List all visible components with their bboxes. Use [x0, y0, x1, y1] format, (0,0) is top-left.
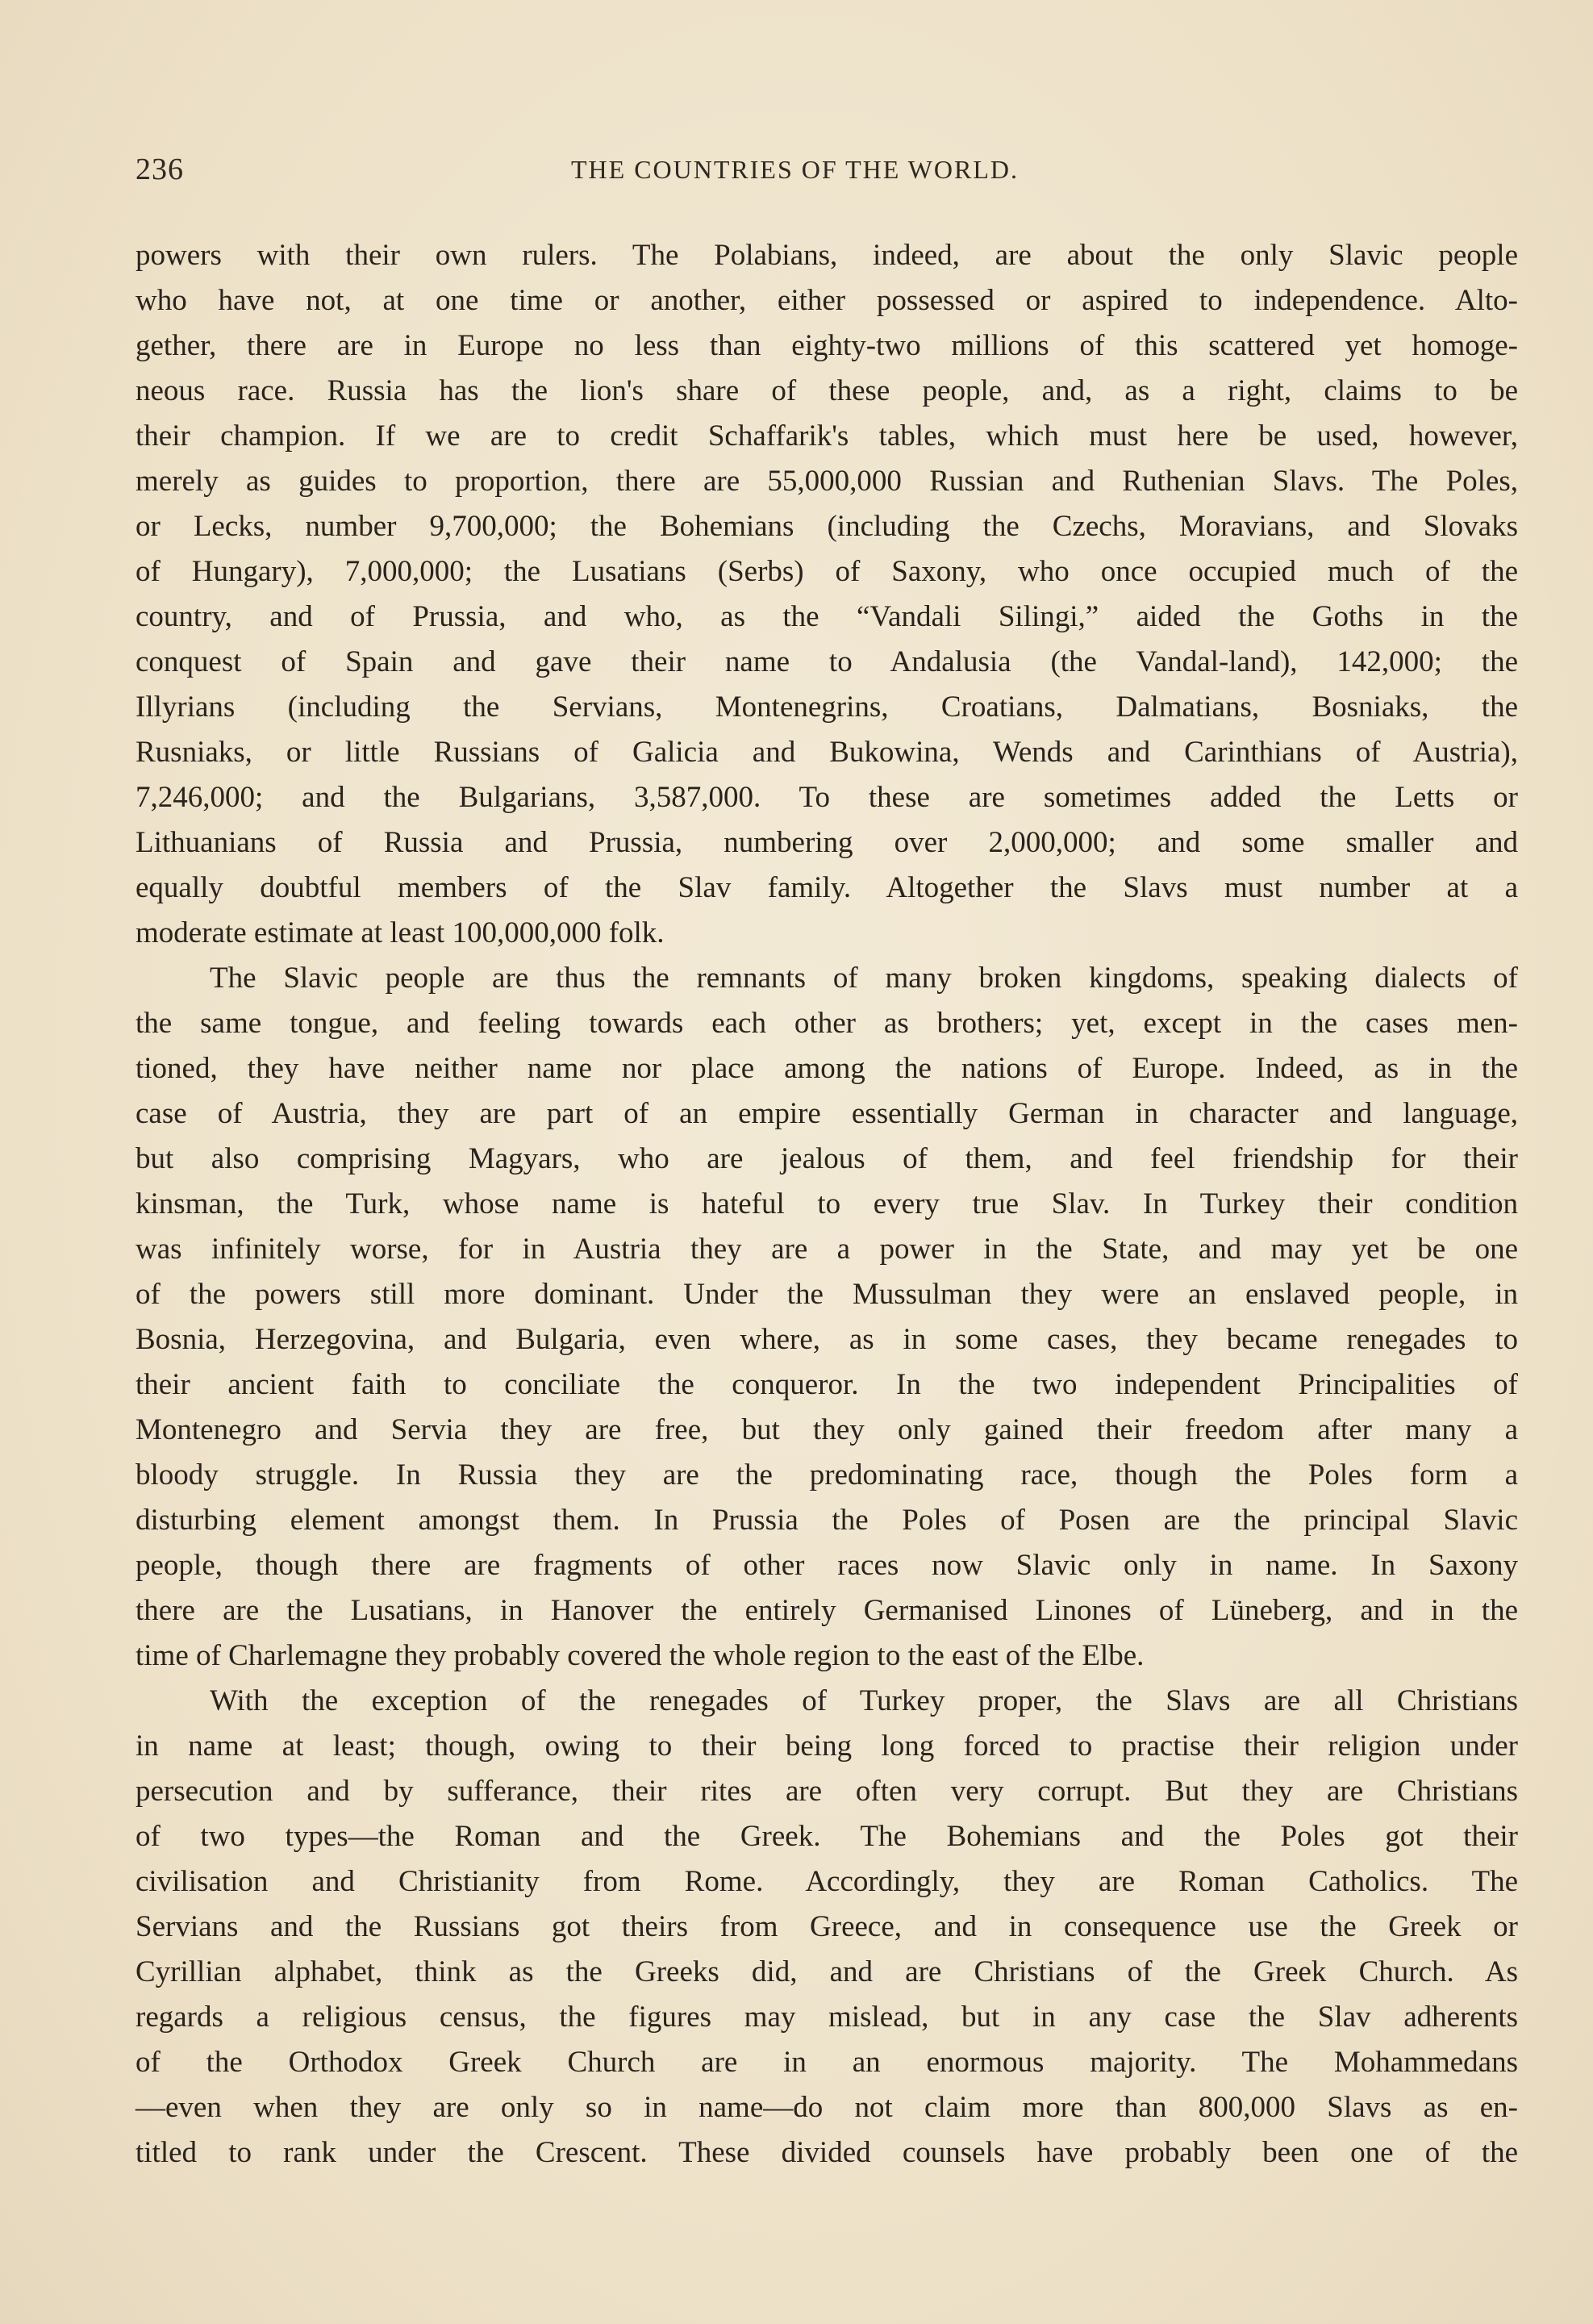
text-line: conquest of Spain and gave their name to Andalusia (the Vandal-land), 142,000; the — [136, 645, 1518, 678]
text-line: Rusniaks, or little Russians of Galicia and Bukowina, Wends and Carinthians of Austria), — [136, 736, 1518, 769]
page-number: 236 — [136, 152, 184, 186]
text-line: gether, there are in Europe no less than eighty-two millions of this scattered yet homoge- — [136, 329, 1518, 362]
text-line: neous race. Russia has the lion's share of these people, and, as a right, claims to be — [136, 374, 1518, 407]
text-line: regards a religious census, the figures may mislead, but in any case the Slav adherents — [136, 2001, 1518, 2034]
text-line: equally doubtful members of the Slav family. Altogether the Slavs must number at a — [136, 871, 1518, 904]
text-line: —even when they are only so in name—do not claim more than 800,000 Slavs as en- — [136, 2091, 1518, 2124]
text-line: who have not, at one time or another, either possessed or aspired to independence. Alto- — [136, 284, 1518, 317]
text-line: powers with their own rulers. The Polabians, indeed, are about the only Slavic people — [136, 239, 1518, 272]
text-line: 7,246,000; and the Bulgarians, 3,587,000. To these are sometimes added the Letts or — [136, 781, 1518, 814]
text-line: persecution and by sufferance, their rites are often very corrupt. But they are Christians — [136, 1775, 1518, 1808]
paragraph-first-line: With the exception of the renegades of Turkey proper, the Slavs are all Christians — [210, 1684, 1518, 1717]
text-line: or Lecks, number 9,700,000; the Bohemians (including the Czechs, Moravians, and Slovaks — [136, 510, 1518, 543]
text-line: Illyrians (including the Servians, Montenegrins, Croatians, Dalmatians, Bosniaks, the — [136, 691, 1518, 724]
text-line: Montenegro and Servia they are free, but they only gained their freedom after many a — [136, 1413, 1518, 1446]
text-line: of two types—the Roman and the Greek. The Bohemians and the Poles got their — [136, 1820, 1518, 1853]
text-line: civilisation and Christianity from Rome. Accordingly, they are Roman Catholics. The — [136, 1865, 1518, 1898]
paragraph-first-line: The Slavic people are thus the remnants of many broken kingdoms, speaking dialects of — [210, 962, 1518, 995]
text-line: kinsman, the Turk, whose name is hateful to every true Slav. In Turkey their condition — [136, 1187, 1518, 1220]
text-line: their ancient faith to conciliate the conqueror. In the two independent Principalities of — [136, 1368, 1518, 1401]
paragraph-last-line: moderate estimate at least 100,000,000 folk. — [136, 916, 665, 949]
text-line: disturbing element amongst them. In Prussia the Poles of Posen are the principal Slavic — [136, 1504, 1518, 1537]
text-line: merely as guides to proportion, there are 55,000,000 Russian and Ruthenian Slavs. The Poles, — [136, 465, 1518, 498]
text-line: of Hungary), 7,000,000; the Lusatians (Serbs) of Saxony, who once occupied much of the — [136, 555, 1518, 588]
text-line: was infinitely worse, for in Austria they are a power in the State, and may yet be one — [136, 1233, 1518, 1266]
text-line: Bosnia, Herzegovina, and Bulgaria, even where, as in some cases, they became renegades to — [136, 1323, 1518, 1356]
text-line: tioned, they have neither name nor place among the nations of Europe. Indeed, as in the — [136, 1052, 1518, 1085]
text-line: people, though there are fragments of other races now Slavic only in name. In Saxony — [136, 1549, 1518, 1582]
body-text — [136, 233, 1518, 2176]
text-line: Lithuanians of Russia and Prussia, numbering over 2,000,000; and some smaller and — [136, 826, 1518, 859]
text-line: country, and of Prussia, and who, as the “Vandali Silingi,” aided the Goths in the — [136, 600, 1518, 633]
text-line: but also comprising Magyars, who are jealous of them, and feel friendship for their — [136, 1142, 1518, 1175]
paragraph-last-line: time of Charlemagne they probably covered the whole region to the east of the Elbe. — [136, 1639, 1145, 1672]
text-line: Servians and the Russians got theirs from Greece, and in consequence use the Greek or — [136, 1910, 1518, 1943]
text-line: in name at least; though, owing to their being long forced to practise their religion under — [136, 1729, 1518, 1763]
text-line: Cyrillian alphabet, think as the Greeks did, and are Christians of the Greek Church. As — [136, 1955, 1518, 1988]
text-line: bloody struggle. In Russia they are the predominating race, though the Poles form a — [136, 1458, 1518, 1492]
running-header — [136, 152, 1518, 190]
text-line: the same tongue, and feeling towards each other as brothers; yet, except in the cases men- — [136, 1007, 1518, 1040]
running-title: THE COUNTRIES OF THE WORLD. — [571, 155, 1020, 184]
text-line: case of Austria, they are part of an empire essentially German in character and language, — [136, 1097, 1518, 1130]
text-line: titled to rank under the Crescent. These divided counsels have probably been one of the — [136, 2136, 1518, 2169]
text-line: their champion. If we are to credit Schaffarik's tables, which must here be used, however, — [136, 419, 1518, 453]
text-line: of the powers still more dominant. Under the Mussulman they were an enslaved people, in — [136, 1278, 1518, 1311]
text-line: of the Orthodox Greek Church are in an enormous majority. The Mohammedans — [136, 2046, 1518, 2079]
text-line: there are the Lusatians, in Hanover the entirely Germanised Linones of Lüneberg, and in the — [136, 1594, 1518, 1627]
